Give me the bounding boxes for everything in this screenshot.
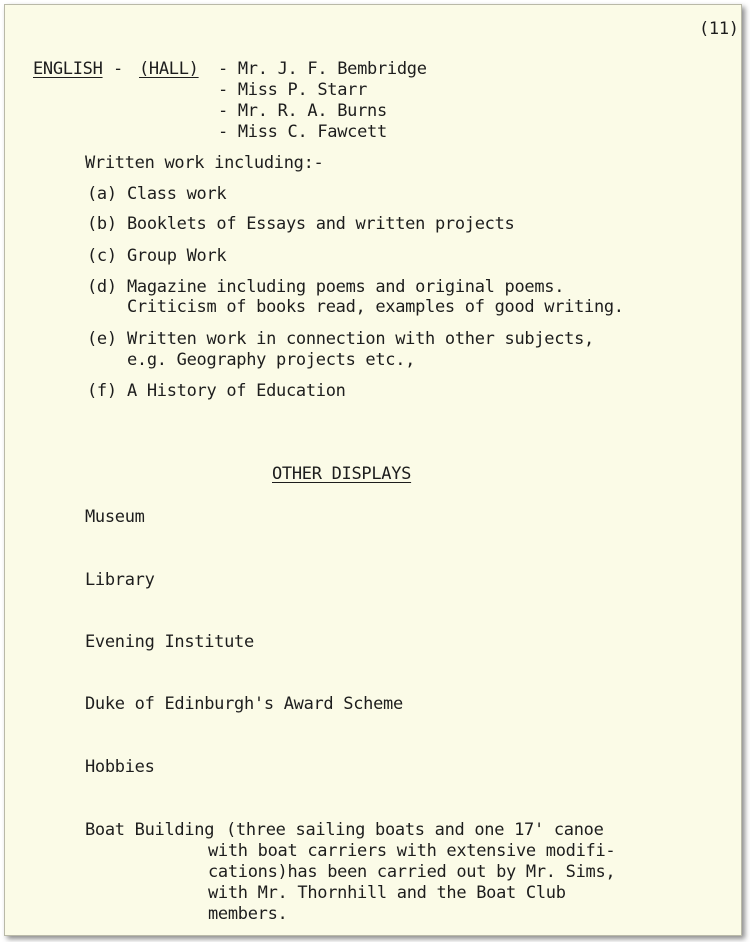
boat-building-line: members. (208, 904, 288, 924)
staff-member: - Mr. R. A. Burns (218, 101, 387, 121)
staff-member: - Mr. J. F. Bembridge (218, 59, 427, 79)
item-text: Criticism of books read, examples of good writing. (127, 297, 624, 317)
department-room: (HALL) (139, 59, 199, 79)
department-label: ENGLISH (33, 59, 103, 79)
display-item: Library (85, 570, 155, 590)
item-text: Booklets of Essays and written projects (127, 214, 515, 234)
item-letter: (e) (87, 329, 117, 349)
item-letter: (f) (87, 381, 117, 401)
display-item: Hobbies (85, 757, 155, 777)
boat-building-label: Boat Building (85, 820, 215, 840)
display-item: Evening Institute (85, 632, 254, 652)
item-text: e.g. Geography projects etc., (127, 350, 416, 370)
boat-building-line: (three sailing boats and one 17' canoe (226, 820, 604, 840)
item-letter: (a) (87, 184, 117, 204)
document-page (4, 4, 742, 936)
item-text: Magazine including poems and original poems. (127, 277, 565, 297)
boat-building-line: with Mr. Thornhill and the Boat Club (208, 883, 566, 903)
item-letter: (d) (87, 277, 117, 297)
item-text: Group Work (127, 246, 227, 266)
item-text: Written work in connection with other subjects, (127, 329, 594, 349)
item-text: A History of Education (127, 381, 346, 401)
item-letter: (c) (87, 246, 117, 266)
display-item: Duke of Edinburgh's Award Scheme (85, 694, 403, 714)
department-dash: - (113, 59, 123, 79)
staff-member: - Miss P. Starr (218, 80, 368, 100)
item-text: Class work (127, 184, 227, 204)
section-title: OTHER DISPLAYS (272, 464, 412, 484)
boat-building-line: with boat carriers with extensive modifi- (208, 841, 616, 861)
display-item: Museum (85, 507, 145, 527)
page-number: (11) (699, 19, 739, 39)
item-letter: (b) (87, 214, 117, 234)
boat-building-line: cations)has been carried out by Mr. Sims, (208, 862, 616, 882)
written-work-intro: Written work including:- (85, 153, 324, 173)
staff-member: - Miss C. Fawcett (218, 122, 387, 142)
